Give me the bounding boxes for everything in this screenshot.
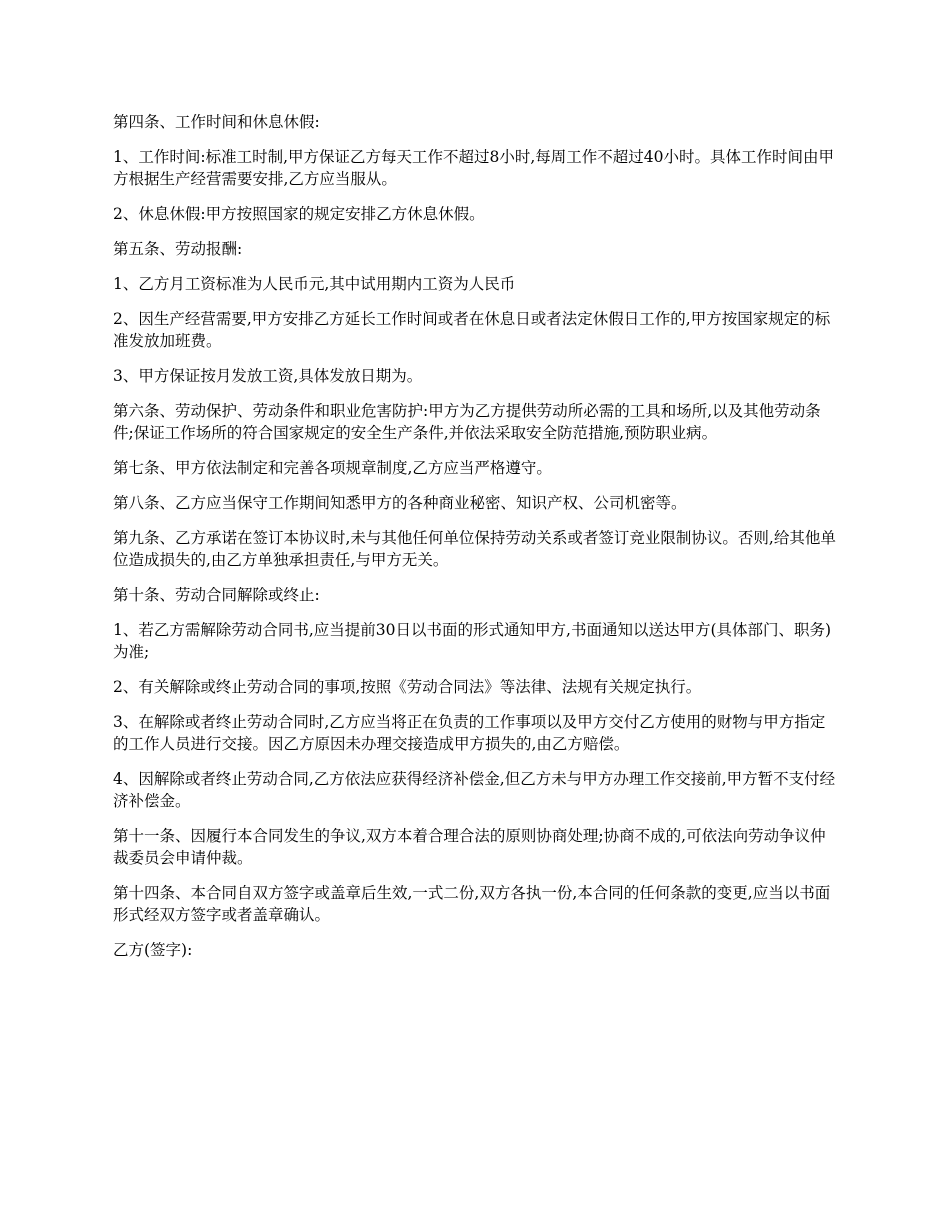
article-8: 第八条、乙方应当保守工作期间知悉甲方的各种商业秘密、知识产权、公司机密等。 xyxy=(113,494,687,512)
article-11: 第十一条、因履行本合同发生的争议,双方本着合理合法的原则协商处理;协商不成的,可依法向劳动争议仲裁委员会申请仲裁。 xyxy=(113,827,826,867)
article-10-item-4: 4、因解除或者终止劳动合同,乙方依法应获得经济补偿金,但乙方未与甲方办理工作交接前,甲方暂不支付经济补偿金。 xyxy=(113,770,836,810)
party-b-signature-line: 乙方(签字): xyxy=(113,941,193,959)
article-5-item-3: 3、甲方保证按月发放工资,具体发放日期为。 xyxy=(113,367,423,385)
article-6: 第六条、劳动保护、劳动条件和职业危害防护:甲方为乙方提供劳动所必需的工具和场所,以及其他劳动条件;保证工作场所的符合国家规定的安全生产条件,并依法采取安全防范措施,预防职业病。 xyxy=(113,402,821,442)
article-4-heading: 第四条、工作时间和休息休假: xyxy=(113,113,320,131)
article-5-heading: 第五条、劳动报酬: xyxy=(113,240,243,258)
article-5-item-1: 1、乙方月工资标准为人民币元,其中试用期内工资为人民币 xyxy=(113,275,516,293)
article-14: 第十四条、本合同自双方签字或盖章后生效,一式二份,双方各执一份,本合同的任何条款的变更,应当以书面形式经双方签字或者盖章确认。 xyxy=(113,884,831,924)
article-10-item-3: 3、在解除或者终止劳动合同时,乙方应当将正在负责的工作事项以及甲方交付乙方使用的财物与甲方指定的工作人员进行交接。因乙方原因未办理交接造成甲方损失的,由乙方赔偿。 xyxy=(113,713,826,753)
article-10-heading: 第十条、劳动合同解除或终止: xyxy=(113,586,320,604)
article-4-item-2: 2、休息休假:甲方按照国家的规定安排乙方休息休假。 xyxy=(113,205,485,223)
article-9: 第九条、乙方承诺在签订本协议时,未与其他任何单位保持劳动关系或者签订竞业限制协议。否则,给其他单位造成损失的,由乙方单独承担责任,与甲方无关。 xyxy=(113,529,836,569)
document-page xyxy=(113,111,837,974)
article-10-item-1: 1、若乙方需解除劳动合同书,应当提前30日以书面的形式通知甲方,书面通知以送达甲方(具体部门、职务)为准; xyxy=(113,621,832,661)
article-10-item-2: 2、有关解除或终止劳动合同的事项,按照《劳动合同法》等法律、法规有关规定执行。 xyxy=(113,678,702,696)
article-5-item-2: 2、因生产经营需要,甲方安排乙方延长工作时间或者在休息日或者法定休假日工作的,甲方按国家规定的标准发放加班费。 xyxy=(113,310,831,350)
article-7: 第七条、甲方依法制定和完善各项规章制度,乙方应当严格遵守。 xyxy=(113,459,552,477)
article-4-item-1: 1、工作时间:标准工时制,甲方保证乙方每天工作不超过8小时,每周工作不超过40小时。具体工作时间由甲方根据生产经营需要安排,乙方应当服从。 xyxy=(113,148,835,188)
